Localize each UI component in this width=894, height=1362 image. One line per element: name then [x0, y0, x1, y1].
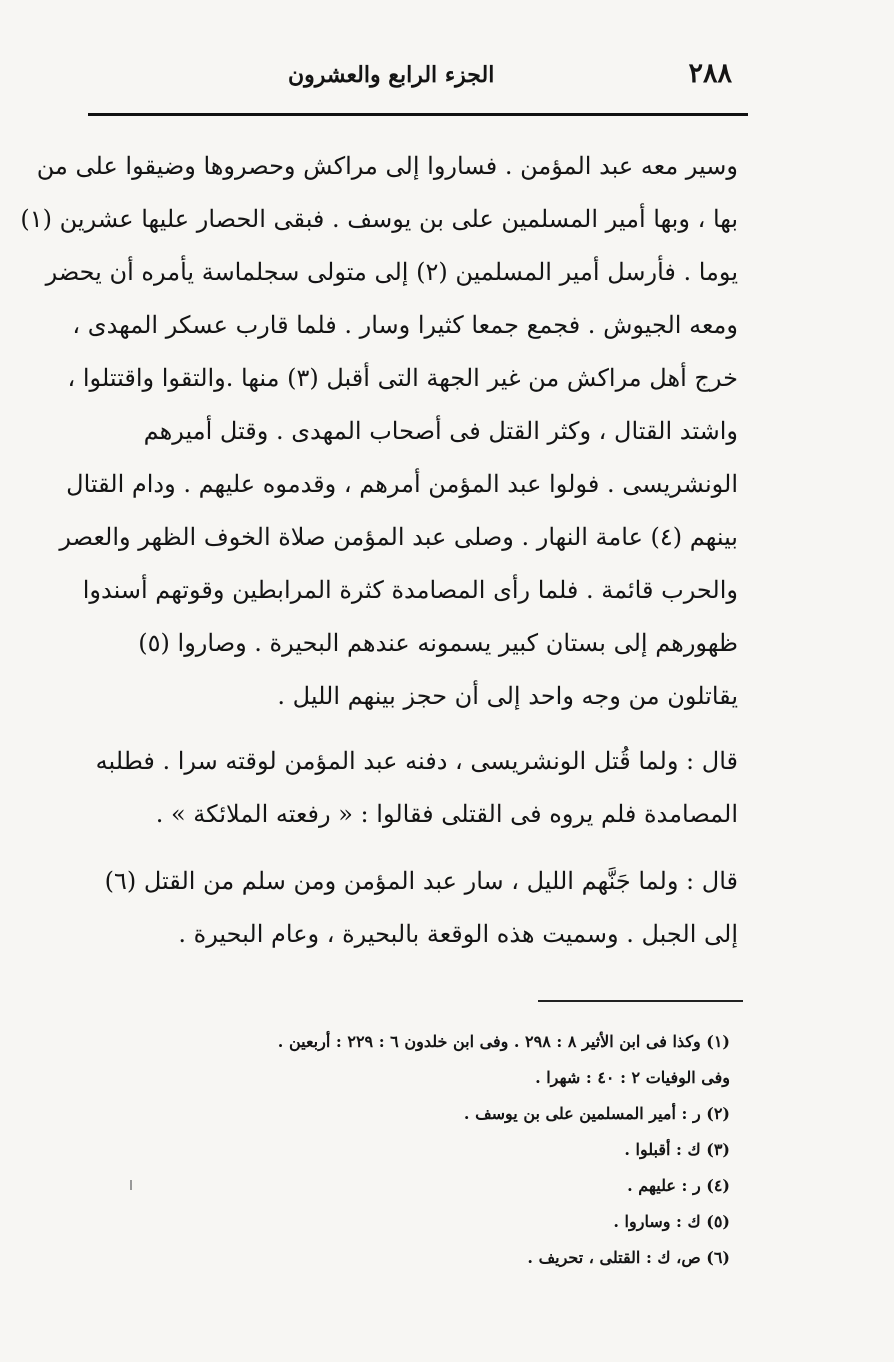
- text-line: قال : ولما قُتل الونشريسى ، دفنه عبد المؤمن لوقته سرا . فطلبه: [95, 747, 738, 775]
- text-line: بها ، وبها أمير المسلمين على بن يوسف . فبقى الحصار عليها عشرين (١): [20, 205, 738, 233]
- footnote-separator: [538, 1000, 743, 1002]
- text-line: واشتد القتال ، وكثر القتل فى أصحاب المهدى . وقتل أميرهم: [143, 417, 738, 445]
- page-number: ٢٨٨: [688, 58, 732, 89]
- text-line: بينهم (٤) عامة النهار . وصلى عبد المؤمن صلاة الخوف الظهر والعصر: [59, 523, 738, 551]
- paragraph-3: [92, 855, 738, 961]
- text-line: إلى الجبل . وسميت هذه الوقعة بالبحيرة ، وعام البحيرة .: [178, 920, 738, 948]
- text-line: خرج أهل مراكش من غير الجهة التى أقبل (٣) منها .والتقوا واقتتلوا ،: [67, 364, 738, 392]
- footnote-line: وفى الوفيات ٢ : ٤٠ : شهرا .: [535, 1068, 730, 1087]
- header-rule: [88, 113, 748, 116]
- page-header: [88, 58, 736, 94]
- paragraph-1: [20, 140, 738, 723]
- footnote-line: (٣) ك : أقبلوا .: [624, 1140, 730, 1159]
- footnote-line: (١) وكذا فى ابن الأثير ٨ : ٢٩٨ . وفى ابن خلدون ٦ : ٢٢٩ : أربعين .: [277, 1032, 730, 1051]
- text-line: الونشريسى . فولوا عبد المؤمن أمرهم ، وقدموه عليهم . ودام القتال: [66, 470, 738, 498]
- scan-speck: [130, 1180, 132, 1190]
- footnote-line: (٥) ك : وساروا .: [613, 1212, 730, 1231]
- text-line: ظهورهم إلى بستان كبير يسمونه عندهم البحيرة . وصاروا (٥): [138, 629, 738, 657]
- running-title: الجزء الرابع والعشرون: [288, 62, 495, 88]
- footnotes: [100, 1024, 730, 1276]
- text-line: يقاتلون من وجه واحد إلى أن حجز بينهم الليل .: [277, 682, 738, 710]
- footnote-line: (٦) ص، ك : القتلى ، تحريف .: [527, 1248, 730, 1267]
- paragraph-2: [92, 735, 738, 841]
- text-line: قال : ولما جَنَّهم الليل ، سار عبد المؤمن ومن سلم من القتل (٦): [104, 867, 738, 895]
- text-line: ومعه الجيوش . فجمع جمعا كثيرا وسار . فلما قارب عسكر المهدى ،: [72, 311, 738, 339]
- text-line: وسير معه عبد المؤمن . فساروا إلى مراكش وحصروها وضيقوا على من: [36, 152, 738, 180]
- text-line: يوما . فأرسل أمير المسلمين (٢) إلى متولى سجلماسة يأمره أن يحضر: [45, 258, 738, 286]
- text-line: والحرب قائمة . فلما رأى المصامدة كثرة المرابطين وقوتهم أسندوا: [82, 576, 738, 604]
- text-line: المصامدة فلم يروه فى القتلى فقالوا : « رفعته الملائكة » .: [155, 800, 738, 828]
- footnote-line: (٤) ر : عليهم .: [627, 1176, 730, 1195]
- main-text: [20, 140, 738, 961]
- footnote-line: (٢) ر : أمير المسلمين على بن يوسف .: [463, 1104, 730, 1123]
